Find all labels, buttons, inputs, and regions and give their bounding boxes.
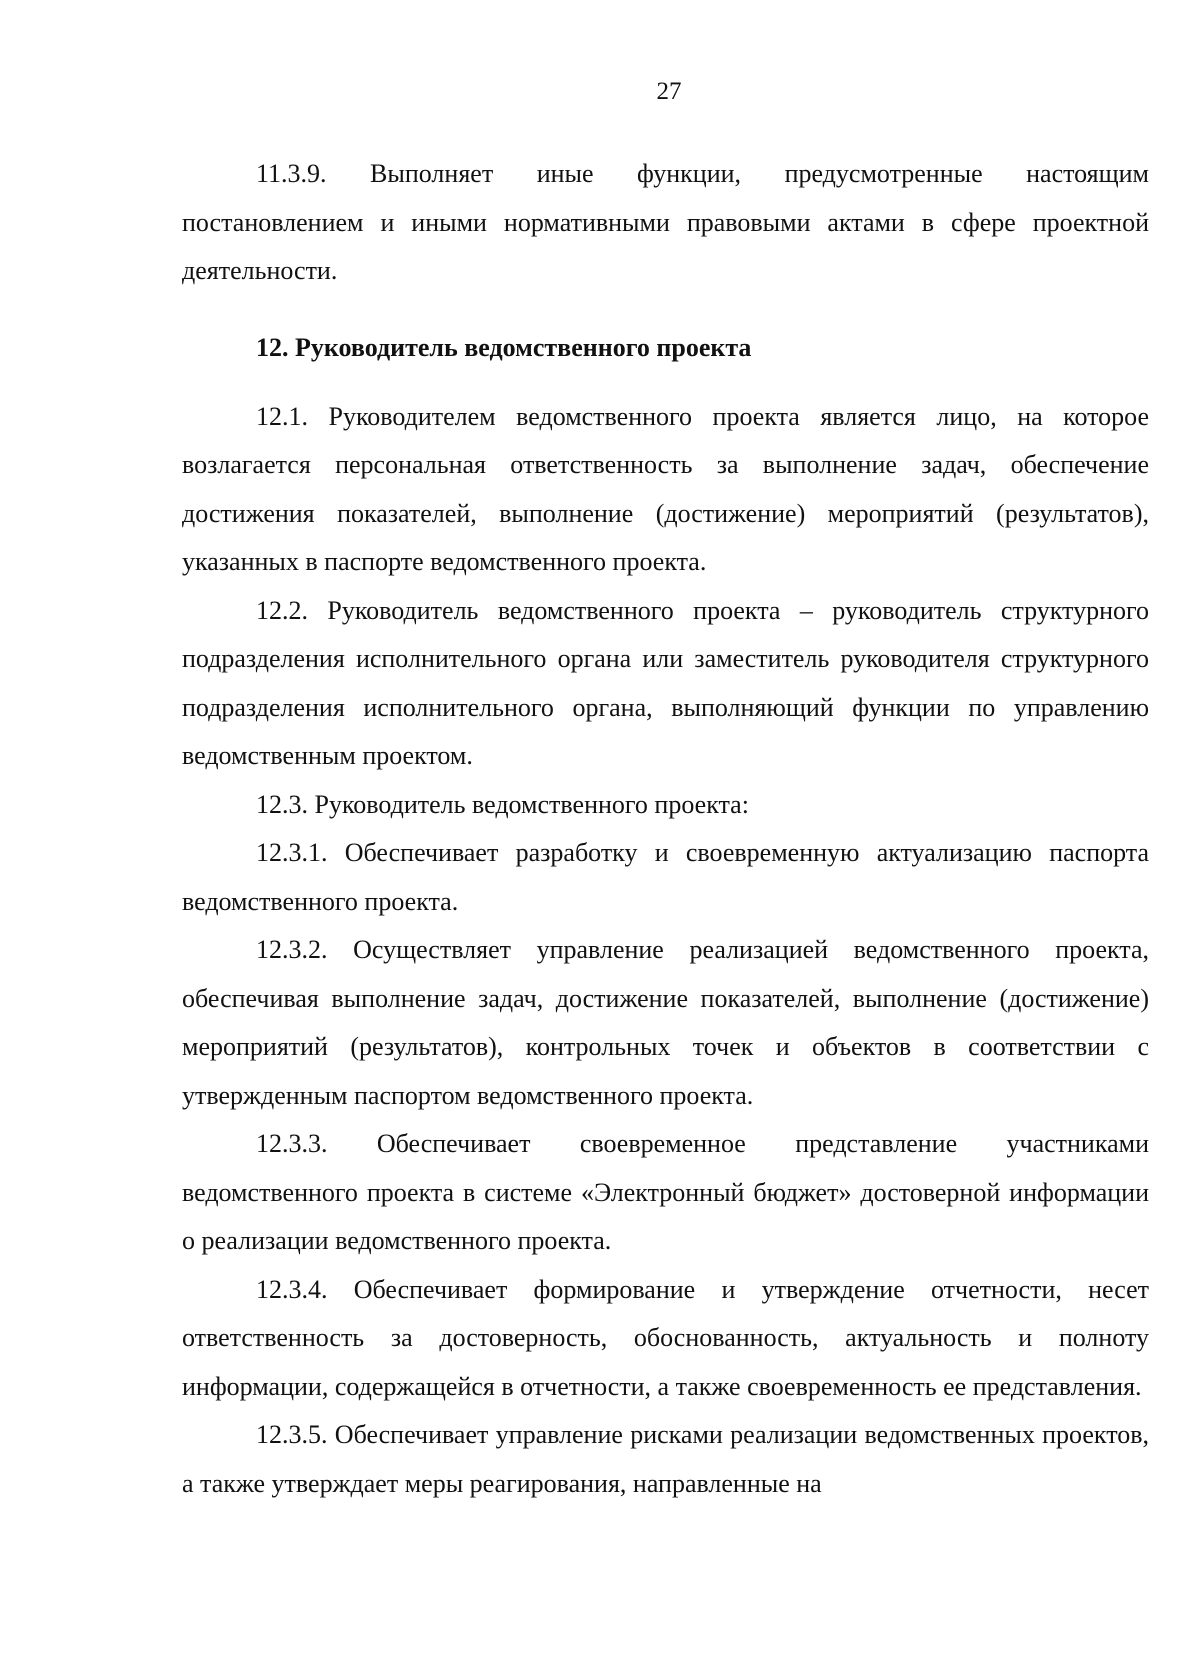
section-heading: 12. Руководитель ведомственного проекта [256, 332, 752, 362]
paragraph-12-3-2: 12.3.2. Осуществляет управление реализацией ведомственного проекта, обеспечивая выполнение задач, достижение показателей, выполнение (достижение) мероприятий (результатов), контрольных точек и объектов в соответствии с утвержденным паспортом ведомственного проекта. [182, 935, 1149, 1110]
paragraph-11-3-9: 11.3.9. Выполняет иные функции, предусмотренные настоящим постановлением и иными нормативными правовыми актами в сфере проектной деятельности. [182, 159, 1149, 285]
paragraph-12-3-3: 12.3.3. Обеспечивает своевременное представление участниками ведомственного проекта в системе «Электронный бюджет» достоверной информации о реализации ведомственного проекта. [182, 1129, 1149, 1255]
paragraph-12-3: 12.3. Руководитель ведомственного проекта: [256, 789, 749, 819]
page-number: 27 [656, 78, 682, 105]
paragraph-12-1: 12.1. Руководителем ведомственного проекта является лицо, на которое возлагается персональная ответственность за выполнение задач, обеспечение достижения показателей, выполнение (достижение) мероприятий (результатов), указанных в паспорте ведомственного проекта. [182, 401, 1149, 576]
paragraph-12-2: 12.2. Руководитель ведомственного проекта – руководитель структурного подразделения исполнительного органа или заместитель руководителя структурного подразделения исполнительного органа, выполняющий функции по управлению ведомственным проектом. [182, 595, 1149, 770]
document-body [182, 150, 1149, 1508]
paragraph-12-3-5: 12.3.5. Обеспечивает управление рисками реализации ведомственных проектов, а также утверждает меры реагирования, направленные на [182, 1420, 1149, 1498]
paragraph-12-3-1: 12.3.1. Обеспечивает разработку и своевременную актуализацию паспорта ведомственного проекта. [182, 838, 1149, 916]
paragraph-12-3-4: 12.3.4. Обеспечивает формирование и утверждение отчетности, несет ответственность за достоверность, обоснованность, актуальность и полноту информации, содержащейся в отчетности, а также своевременность ее представления. [182, 1274, 1149, 1401]
